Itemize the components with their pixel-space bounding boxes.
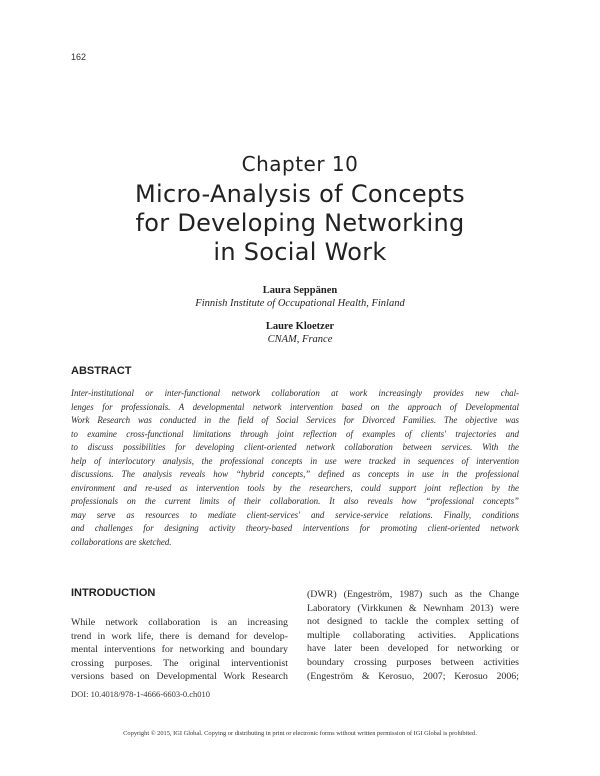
body-line: mental interventions for networking and boundary: [71, 644, 288, 656]
body-line: boundary crossing purposes between activities: [307, 656, 519, 668]
body-line: (Engeström & Kerosuo, 2007; Kerosuo 2006;: [307, 670, 519, 682]
abstract-line: lenges for professionals. A developmental network intervention based on the approach of Developmental: [71, 401, 519, 412]
author-affiliation: Finnish Institute of Occupational Health, Finland: [195, 298, 405, 309]
body-line: versions based on Developmental Work Research: [71, 671, 288, 683]
abstract-line: to discuss possibilities for developing client-oriented network collaboration between services. With the: [71, 442, 519, 452]
doi-reference: DOI: 10.4018/978-1-4666-6603-0.ch010: [71, 689, 211, 699]
body-line: (DWR) (Engeström, 1987) such as the Change: [307, 589, 519, 600]
copyright-notice: Copyright © 2015, IGI Global. Copying or distributing in print or electronic forms without written permission of IGI Global is prohibited.: [123, 730, 477, 737]
abstract-heading: ABSTRACT: [71, 365, 132, 377]
abstract-line: help of interlocutory analysis, the professional concepts in use were tracked in sequences of intervention: [71, 455, 519, 466]
abstract-line: Inter-institutional or inter-functional network collaboration at work increasingly provides new chal-: [71, 388, 519, 398]
title-line: in Social Work: [213, 238, 387, 266]
abstract-line: discussions. The analysis reveals how “hybrid concepts,” defined as concepts in use in the professional: [71, 469, 519, 479]
chapter-label: Chapter 10: [241, 152, 359, 176]
body-line: trend in work life, there is demand for develop-: [71, 630, 288, 642]
author-block: [0, 320, 600, 346]
body-line: multiple collaborating activities. Applications: [307, 629, 519, 641]
title-line: for Developing Networking: [135, 209, 465, 237]
author-name: Laure Kloetzer: [265, 321, 335, 332]
page-number: 162: [71, 52, 87, 62]
author-affiliation: CNAM, France: [267, 334, 333, 345]
abstract-line: and challenges for designing activity theory-based interventions for promoting client-oriented network: [71, 523, 519, 533]
body-line: not designed to tackle the complex setting of: [307, 616, 519, 628]
introduction-heading: INTRODUCTION: [71, 587, 156, 599]
chapter-title: [0, 180, 600, 267]
abstract-line: may serve as resources to mediate client-services' and service-service relations. Finally, conditions: [71, 509, 519, 520]
body-line: crossing purposes. The original interventionist: [71, 657, 288, 669]
abstract-line: collaborations are sketched.: [71, 536, 172, 547]
body-line: While network collaboration is an increasing: [71, 617, 288, 628]
author-name: Laura Seppänen: [262, 285, 338, 296]
author-block: [0, 284, 600, 310]
abstract-line: to examine cross-functional limitations through joint reflection of examples of clients' trajectories and: [71, 428, 519, 439]
abstract-text: [71, 387, 519, 549]
abstract-line: professionals on the current limits of their collaboration. It also reveals how “professional concepts”: [71, 496, 519, 506]
abstract-line: Work Research was conducted in the field of Social Services for Divorced Families. The objective was: [71, 415, 519, 425]
body-line: Laboratory (Virkkunen & Newnham 2013) were: [307, 602, 519, 614]
introduction-column-right: [307, 588, 519, 683]
body-line: have later been developed for networking or: [307, 643, 519, 655]
introduction-column-left: [71, 616, 288, 684]
title-line: Micro-Analysis of Concepts: [134, 180, 465, 208]
abstract-line: environment and re-used as intervention tools by the researchers, could support joint reflection by the: [71, 482, 519, 493]
